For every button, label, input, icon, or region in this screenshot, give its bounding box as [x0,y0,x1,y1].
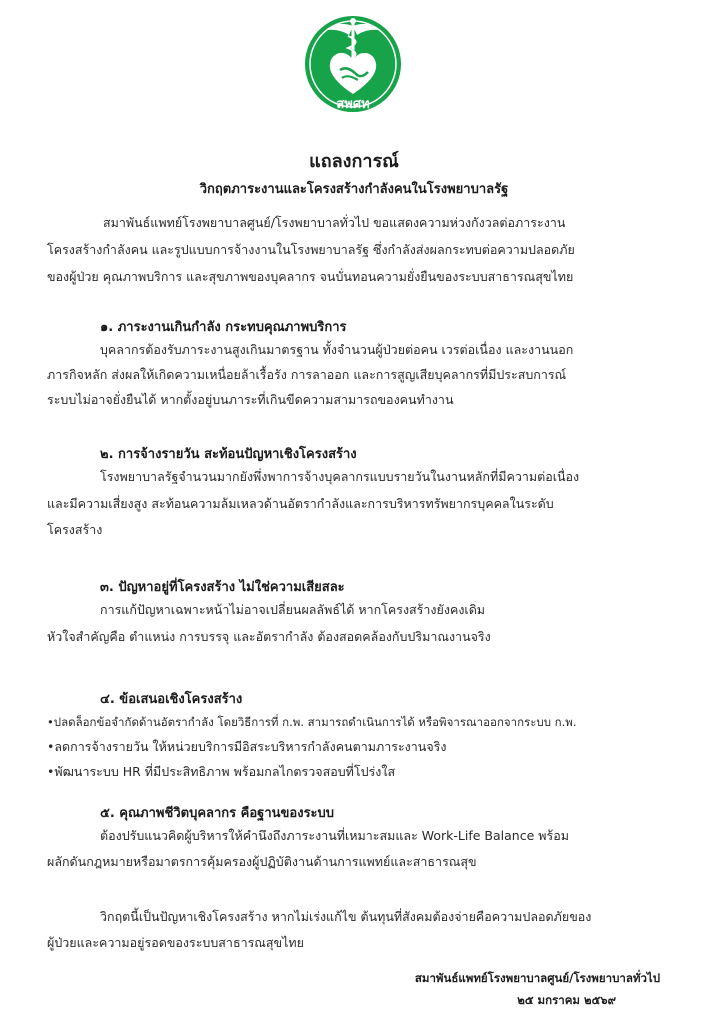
ministry-health-logo-icon [302,8,404,126]
proposal-bullet: •ปลดล็อกข้อจำกัดด้านอัตรากำลัง โดยวิธีการที่ ก.พ. สามารถดำเนินการได้ หรือพิจารณาออกจากระบบ ก.พ. [47,715,577,729]
section-line: ต้องปรับแนวคิดผู้บริหารให้คำนึงถึงภาระงานที่เหมาะสมและ Work-Life Balance พร้อม [100,828,569,843]
intro-line: สมาพันธ์แพทย์โรงพยาบาลศูนย์/โรงพยาบาลทั่วไป ขอแสดงความห่วงกังวลต่อภาระงาน [103,215,566,230]
section-line: โครงสร้าง [47,522,103,537]
signature-date: ๒๕ มกราคม ๒๕๖๙ [517,993,616,1007]
svg-text:สพศท: สพศท [336,97,370,112]
section-heading: ๒. การจ้างรายวัน สะท้อนปัญหาเชิงโครงสร้าง [100,447,357,462]
proposal-bullet: •พัฒนาระบบ HR ที่มีประสิทธิภาพ พร้อมกลไกตรวจสอบที่โปร่งใส [47,764,396,779]
section-line: หัวใจสำคัญคือ ตำแหน่ง การบรรจุ และอัตรากำลัง ต้องสอดคล้องกับปริมาณงานจริง [47,629,491,644]
proposal-bullet: •ลดการจ้างรายวัน ให้หน่วยบริการมีอิสระบริหารกำลังคนตามภาระงานจริง [47,739,447,754]
section-line: ภารกิจหลัก ส่งผลให้เกิดความเหนื่อยล้าเรื้อรัง การลาออก และการสูญเสียบุคลากรที่มีประสบการณ์ [47,367,567,382]
intro-line: ของผู้ป่วย คุณภาพบริการ และสุขภาพของบุคลากร จนบั่นทอนความยั่งยืนของระบบสาธารณสุขไทย [47,269,574,284]
section-heading: ๑. ภาระงานเกินกำลัง กระทบคุณภาพบริการ [100,320,347,335]
section-line: โรงพยาบาลรัฐจำนวนมากยังพึ่งพาการจ้างบุคลากรแบบรายวันในงานหลักที่มีความต่อเนื่อง [100,469,580,484]
section-heading: ๔. ข้อเสนอเชิงโครงสร้าง [100,692,243,707]
section-heading: ๕. คุณภาพชีวิตบุคลากร คือฐานของระบบ [100,806,335,821]
section-line: ระบบไม่อาจยั่งยืนได้ หากตั้งอยู่บนภาระที่เกินขีดความสามารถของคนทำงาน [47,392,454,407]
section-line: การแก้ปัญหาเฉพาะหน้าไม่อาจเปลี่ยนผลลัพธ์ได้ หากโครงสร้างยังคงเดิม [100,602,486,617]
closing-line: ผู้ป่วยและความอยู่รอดของระบบสาธารณสุขไทย [47,935,304,950]
signature-org: สมาพันธ์แพทย์โรงพยาบาลศูนย์/โรงพยาบาลทั่วไป [414,971,660,985]
closing-line: วิกฤตนี้เป็นปัญหาเชิงโครงสร้าง หากไม่เร่งแก้ไข ต้นทุนที่สังคมต้องจ่ายคือความปลอดภัยของ [100,909,592,924]
section-line: บุคลากรต้องรับภาระงานสูงเกินมาตรฐาน ทั้งจำนวนผู้ป่วยต่อคน เวรต่อเนื่อง และงานนอก [100,342,574,357]
section-heading: ๓. ปัญหาอยู่ที่โครงสร้าง ไม่ใช่ความเสียสละ [100,580,345,595]
statement-subtitle: วิกฤตภาระงานและโครงสร้างกำลังคนในโรงพยาบาลรัฐ [199,182,509,197]
section-line: ผลักดันกฎหมายหรือมาตรการคุ้มครองผู้ปฏิบัติงานด้านการแพทย์และสาธารณสุข [47,854,477,869]
section-line: และมีความเสี่ยงสูง สะท้อนความล้มเหลวด้านอัตรากำลังและการบริหารทรัพยากรบุคคลในระดับ [47,496,554,511]
intro-line: โครงสร้างกำลังคน และรูปแบบการจ้างงานในโรงพยาบาลรัฐ ซึ่งกำลังส่งผลกระทบต่อความปลอดภัย [47,242,575,257]
statement-title: แถลงการณ์ [309,151,399,172]
